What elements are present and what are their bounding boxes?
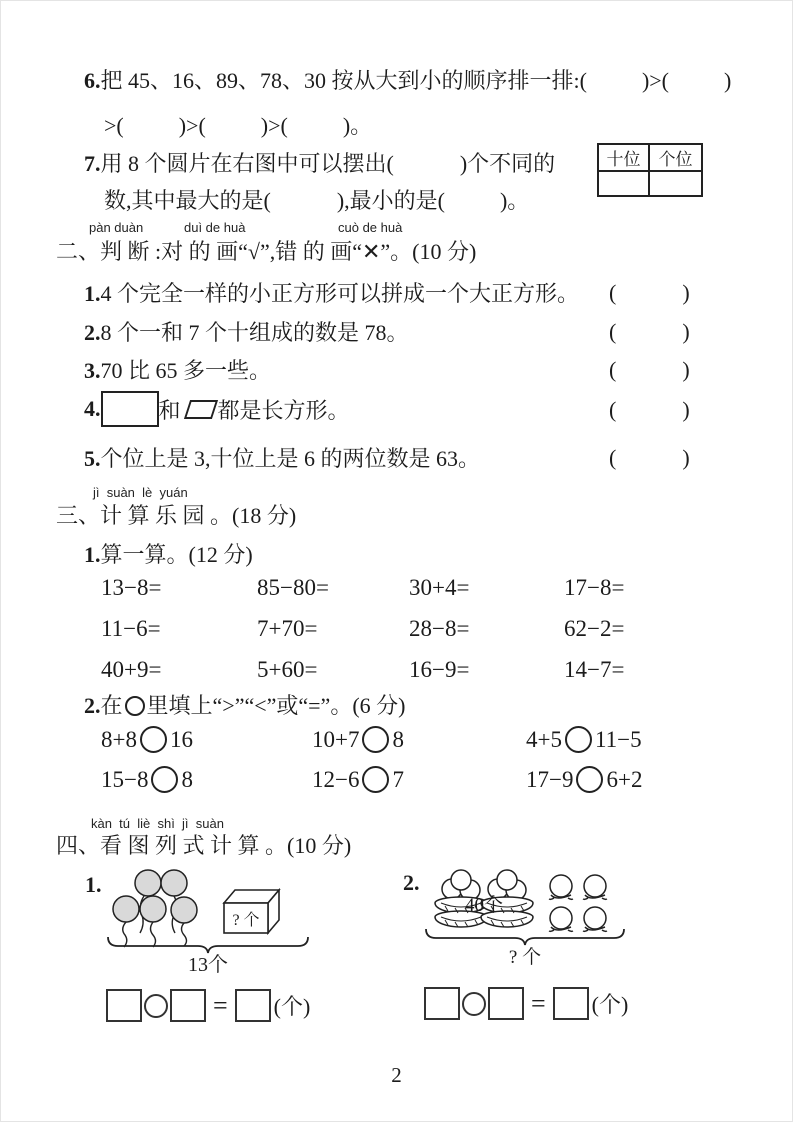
answer-brackets-2: ( ) (609, 319, 690, 344)
peach-icon (549, 875, 607, 931)
calc-expression: 14−7= (564, 657, 625, 682)
compare-item: 8+8 16 (101, 726, 193, 752)
answer-box (170, 989, 206, 1022)
balloon-icon (113, 870, 197, 923)
section-3-sub-1: 1.算一算。(12 分) (84, 542, 253, 567)
box-label: ? 个 (232, 912, 260, 929)
table-cell-ones-empty (650, 172, 701, 195)
answer-box (553, 987, 589, 1020)
section-4-title: 四、看 图 列 式 计 算 。(10 分) (56, 833, 352, 858)
page-number: 2 (391, 1063, 402, 1087)
answer-circle (565, 726, 592, 753)
answer-box (106, 989, 142, 1022)
compare-grid (101, 726, 756, 793)
compare-item: 15−8 8 (101, 766, 193, 792)
picture-problem-2-figure (421, 859, 631, 969)
parallelogram-shape-icon (183, 400, 217, 419)
answer-circle (140, 726, 167, 753)
section-2-pinyin-1: pàn duàn (89, 220, 144, 235)
answer-box (235, 989, 271, 1022)
question-6-text-1: 把 45、16、89、78、30 按从大到小的顺序排一排:( )>( ) (100, 68, 732, 93)
section-3-title: 三、计 算 乐 园 。(18 分) (56, 503, 297, 528)
judgment-item-5: 5.个位上是 3,十位上是 6 的两位数是 63。 (84, 446, 481, 471)
judgment-item-2: 2.8 个一和 7 个十组成的数是 78。 (84, 320, 409, 345)
table-header-tens: 十位 (599, 145, 650, 172)
equation-template-1 (106, 989, 310, 1022)
underbrace-icon (108, 937, 308, 953)
table-cell-tens-empty (599, 172, 650, 195)
compare-item: 10+7 8 (312, 726, 404, 752)
answer-brackets-4: ( ) (609, 397, 690, 422)
equals-sign: = (213, 990, 228, 1020)
fill-circle-icon (125, 696, 145, 716)
equals-sign: = (531, 988, 546, 1018)
question-7-line-1 (84, 150, 555, 178)
question-6-line-2 (104, 112, 372, 140)
calc-expression: 17−8= (564, 575, 625, 600)
judgment-item-4: 4. 和 都是长方形。 (84, 385, 350, 433)
compare-item: 17−9 6+2 (526, 766, 643, 792)
answer-circle (362, 726, 389, 753)
question-6-line-1 (84, 67, 731, 95)
section-2-title: 二、判 断 :对 的 画“√”,错 的 画“✕”。(10 分) (56, 239, 477, 264)
calc-expression: 7+70= (257, 616, 318, 641)
section-4-pinyin: kàn tú liè shì jì suàn (91, 816, 224, 831)
table-header-ones: 个位 (650, 145, 701, 172)
question-7-text-2: 数,其中最大的是( ),最小的是( )。 (104, 188, 530, 213)
question-7-text-1: 用 8 个圆片在右图中可以摆出( )个不同的 (100, 151, 556, 176)
answer-circle (576, 766, 603, 793)
unit-label: (个) (273, 994, 311, 1019)
operator-circle (462, 992, 486, 1016)
section-3-sub-2: 2.在 里填上“>”“<”或“=”。(6 分) (84, 693, 406, 718)
calc-expression: 40+9= (101, 657, 162, 682)
picture-problem-2-number: 2. (403, 870, 420, 895)
calc-expression: 16−9= (409, 657, 470, 682)
calc-expression: 30+4= (409, 575, 470, 600)
section-2-pinyin-2: duì de huà (184, 220, 246, 235)
calc-expression: 13−8= (101, 575, 162, 600)
pile-count-label: 40个 (464, 895, 504, 916)
question-7-line-2 (104, 187, 529, 215)
question-6-number: 6. (84, 68, 101, 93)
equation-template-2 (424, 987, 628, 1020)
section-3-pinyin: jì suàn lè yuán (93, 485, 188, 500)
calc-grid (101, 575, 684, 683)
calc-expression: 62−2= (564, 616, 625, 641)
calc-expression: 28−8= (409, 616, 470, 641)
calc-expression: 85−80= (257, 575, 329, 600)
brace-total-label: ? 个 (508, 947, 542, 968)
answer-circle (362, 766, 389, 793)
calc-expression: 5+60= (257, 657, 318, 682)
operator-circle (144, 994, 168, 1018)
judgment-item-3: 3.70 比 65 多一些。 (84, 358, 272, 383)
picture-problem-1-figure (99, 863, 314, 978)
brace-total-label: 13个 (188, 954, 228, 976)
rectangle-shape-icon (101, 391, 159, 427)
compare-item: 4+5 11−5 (526, 726, 642, 752)
section-2-pinyin-3: cuò de huà (338, 220, 403, 235)
question-6-text-2: >( )>( )>( )。 (104, 113, 373, 138)
answer-brackets-1: ( ) (609, 280, 690, 305)
judgment-item-1: 1.4 个完全一样的小正方形可以拼成一个大正方形。 (84, 281, 580, 306)
calc-expression: 11−6= (101, 616, 161, 641)
answer-brackets-5: ( ) (609, 445, 690, 470)
compare-item: 12−6 7 (312, 766, 404, 792)
question-7-number: 7. (84, 151, 101, 176)
picture-problem-1-number: 1. (85, 872, 102, 897)
underbrace-icon (426, 929, 624, 945)
answer-brackets-3: ( ) (609, 357, 690, 382)
tens-ones-table (597, 143, 703, 197)
answer-circle (151, 766, 178, 793)
answer-box (424, 987, 460, 1020)
answer-box (488, 987, 524, 1020)
unit-label: (个) (591, 992, 629, 1017)
